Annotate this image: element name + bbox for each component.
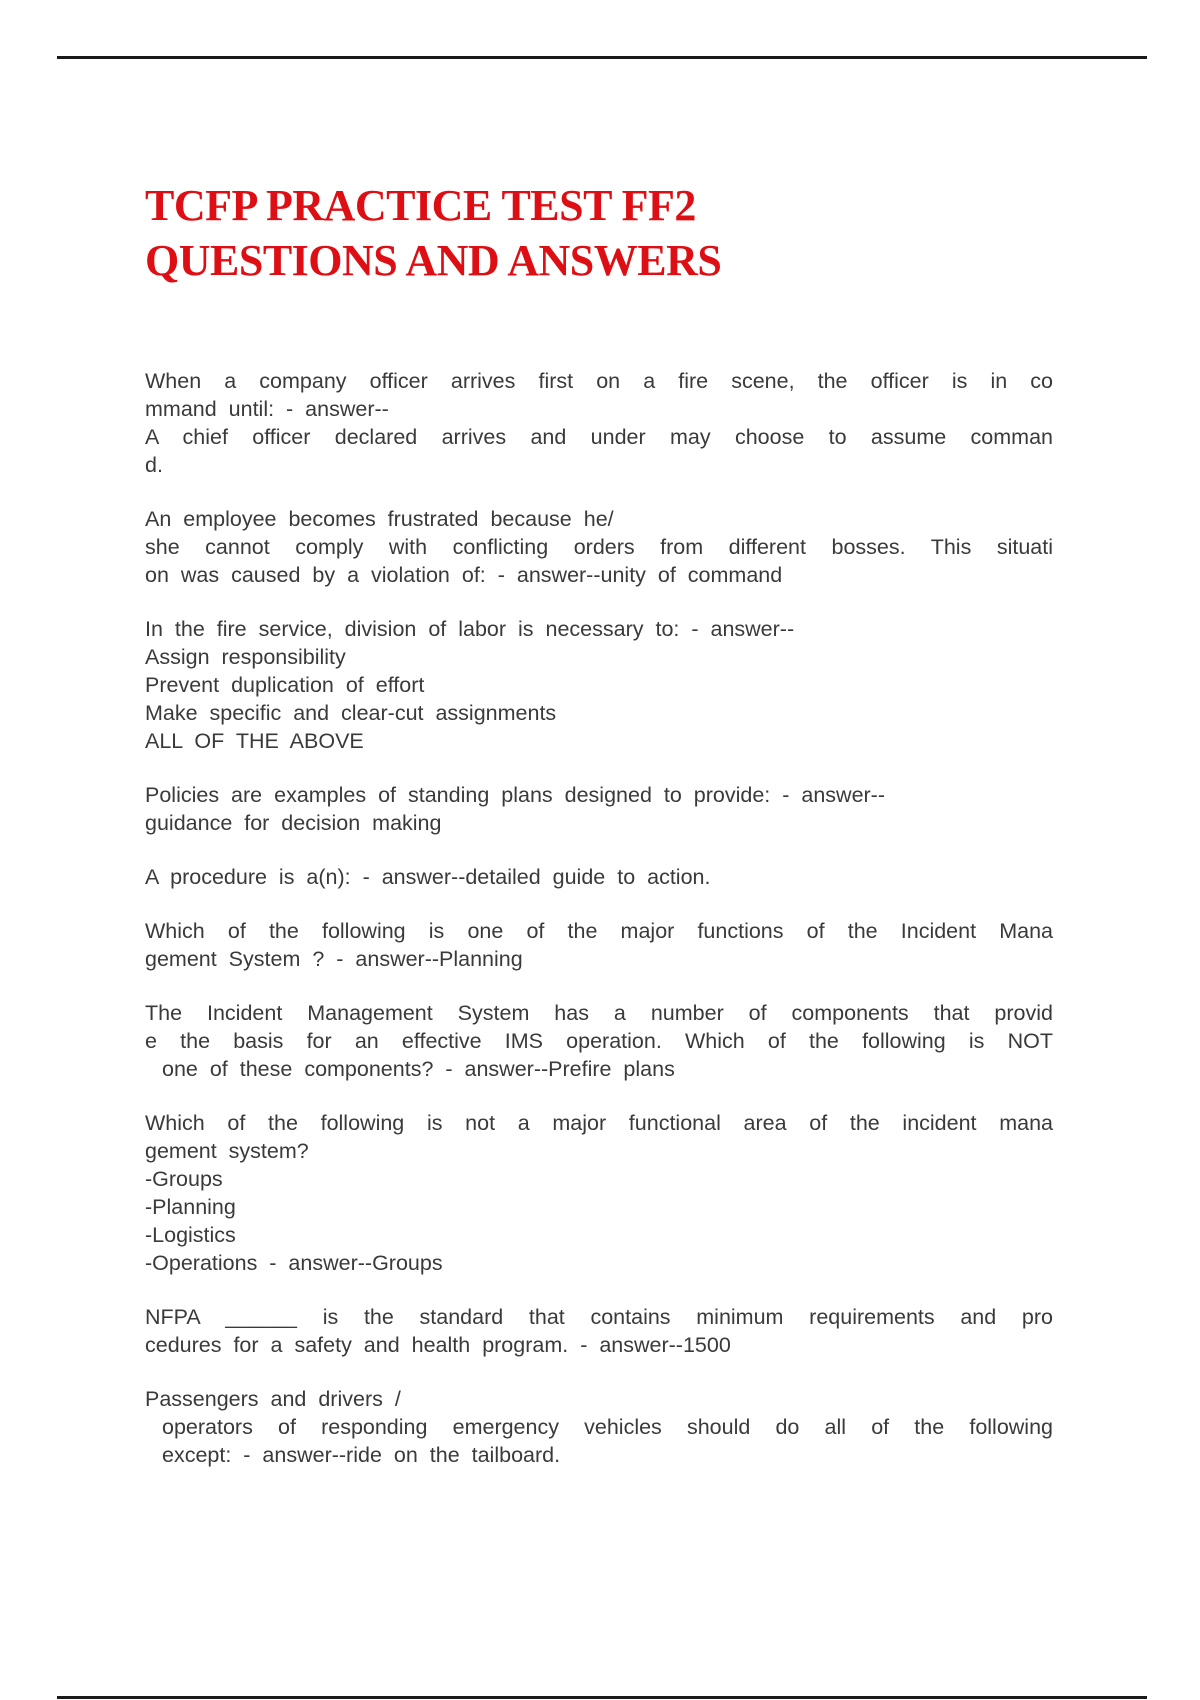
qa-line: guidance for decision making	[145, 811, 442, 835]
qa-line: Policies are examples of standing plans designed to provide: - answer--	[145, 783, 886, 807]
qa-item-1	[145, 367, 1053, 479]
qa-line: gement system?	[145, 1139, 309, 1163]
qa-item-9	[145, 1303, 1053, 1359]
qa-line: -Logistics	[145, 1223, 236, 1247]
qa-line: Make specific and clear-cut assignments	[145, 701, 557, 725]
qa-item-4	[145, 781, 1053, 837]
qa-line: Which of the following is one of the major functions of the Incident Mana	[145, 919, 1053, 943]
qa-line: ALL OF THE ABOVE	[145, 729, 364, 753]
qa-line: mmand until: - answer--	[145, 397, 389, 421]
qa-line: An employee becomes frustrated because he/	[145, 507, 614, 531]
qa-line: Which of the following is not a major functional area of the incident mana	[145, 1111, 1053, 1135]
qa-line: -Operations - answer--Groups	[145, 1251, 443, 1275]
qa-line: one of these components? - answer--Prefire plans	[162, 1057, 675, 1081]
qa-item-7	[145, 999, 1053, 1083]
qa-line: she cannot comply with conflicting orders from different bosses. This situati	[145, 535, 1053, 559]
qa-line: e the basis for an effective IMS operation. Which of the following is NOT	[145, 1029, 1053, 1053]
qa-line: operators of responding emergency vehicles should do all of the following	[162, 1415, 1053, 1439]
qa-line: gement System ? - answer--Planning	[145, 947, 523, 971]
title-line-2: QUESTIONS AND ANSWERS	[145, 236, 722, 285]
qa-line: d.	[145, 453, 163, 477]
qa-item-2	[145, 505, 1053, 589]
qa-item-3	[145, 615, 1053, 755]
qa-line: Passengers and drivers /	[145, 1387, 401, 1411]
qa-item-8	[145, 1109, 1053, 1277]
qa-line: In the fire service, division of labor is necessary to: - answer--	[145, 617, 795, 641]
qa-line: A chief officer declared arrives and under may choose to assume comman	[145, 425, 1053, 449]
top-rule	[57, 56, 1147, 59]
qa-line: except: - answer--ride on the tailboard.	[162, 1443, 561, 1467]
qa-line: A procedure is a(n): - answer--detailed guide to action.	[145, 865, 711, 889]
qa-line: Prevent duplication of effort	[145, 673, 425, 697]
qa-line: Assign responsibility	[145, 645, 346, 669]
qa-item-10	[145, 1385, 1053, 1469]
qa-item-5	[145, 863, 1053, 891]
document-title	[145, 178, 721, 288]
qa-list	[145, 367, 1053, 1495]
bottom-rule	[57, 1696, 1147, 1699]
qa-line: The Incident Management System has a number of components that provid	[145, 1001, 1053, 1025]
qa-line: -Groups	[145, 1167, 223, 1191]
qa-line: cedures for a safety and health program. - answer--1500	[145, 1333, 731, 1357]
qa-item-6	[145, 917, 1053, 973]
qa-line: on was caused by a violation of: - answer--unity of command	[145, 563, 783, 587]
qa-line: When a company officer arrives first on a fire scene, the officer is in co	[145, 369, 1053, 393]
qa-line: NFPA ______ is the standard that contains minimum requirements and pro	[145, 1305, 1053, 1329]
qa-line: -Planning	[145, 1195, 236, 1219]
title-line-1: TCFP PRACTICE TEST FF2	[145, 181, 696, 230]
